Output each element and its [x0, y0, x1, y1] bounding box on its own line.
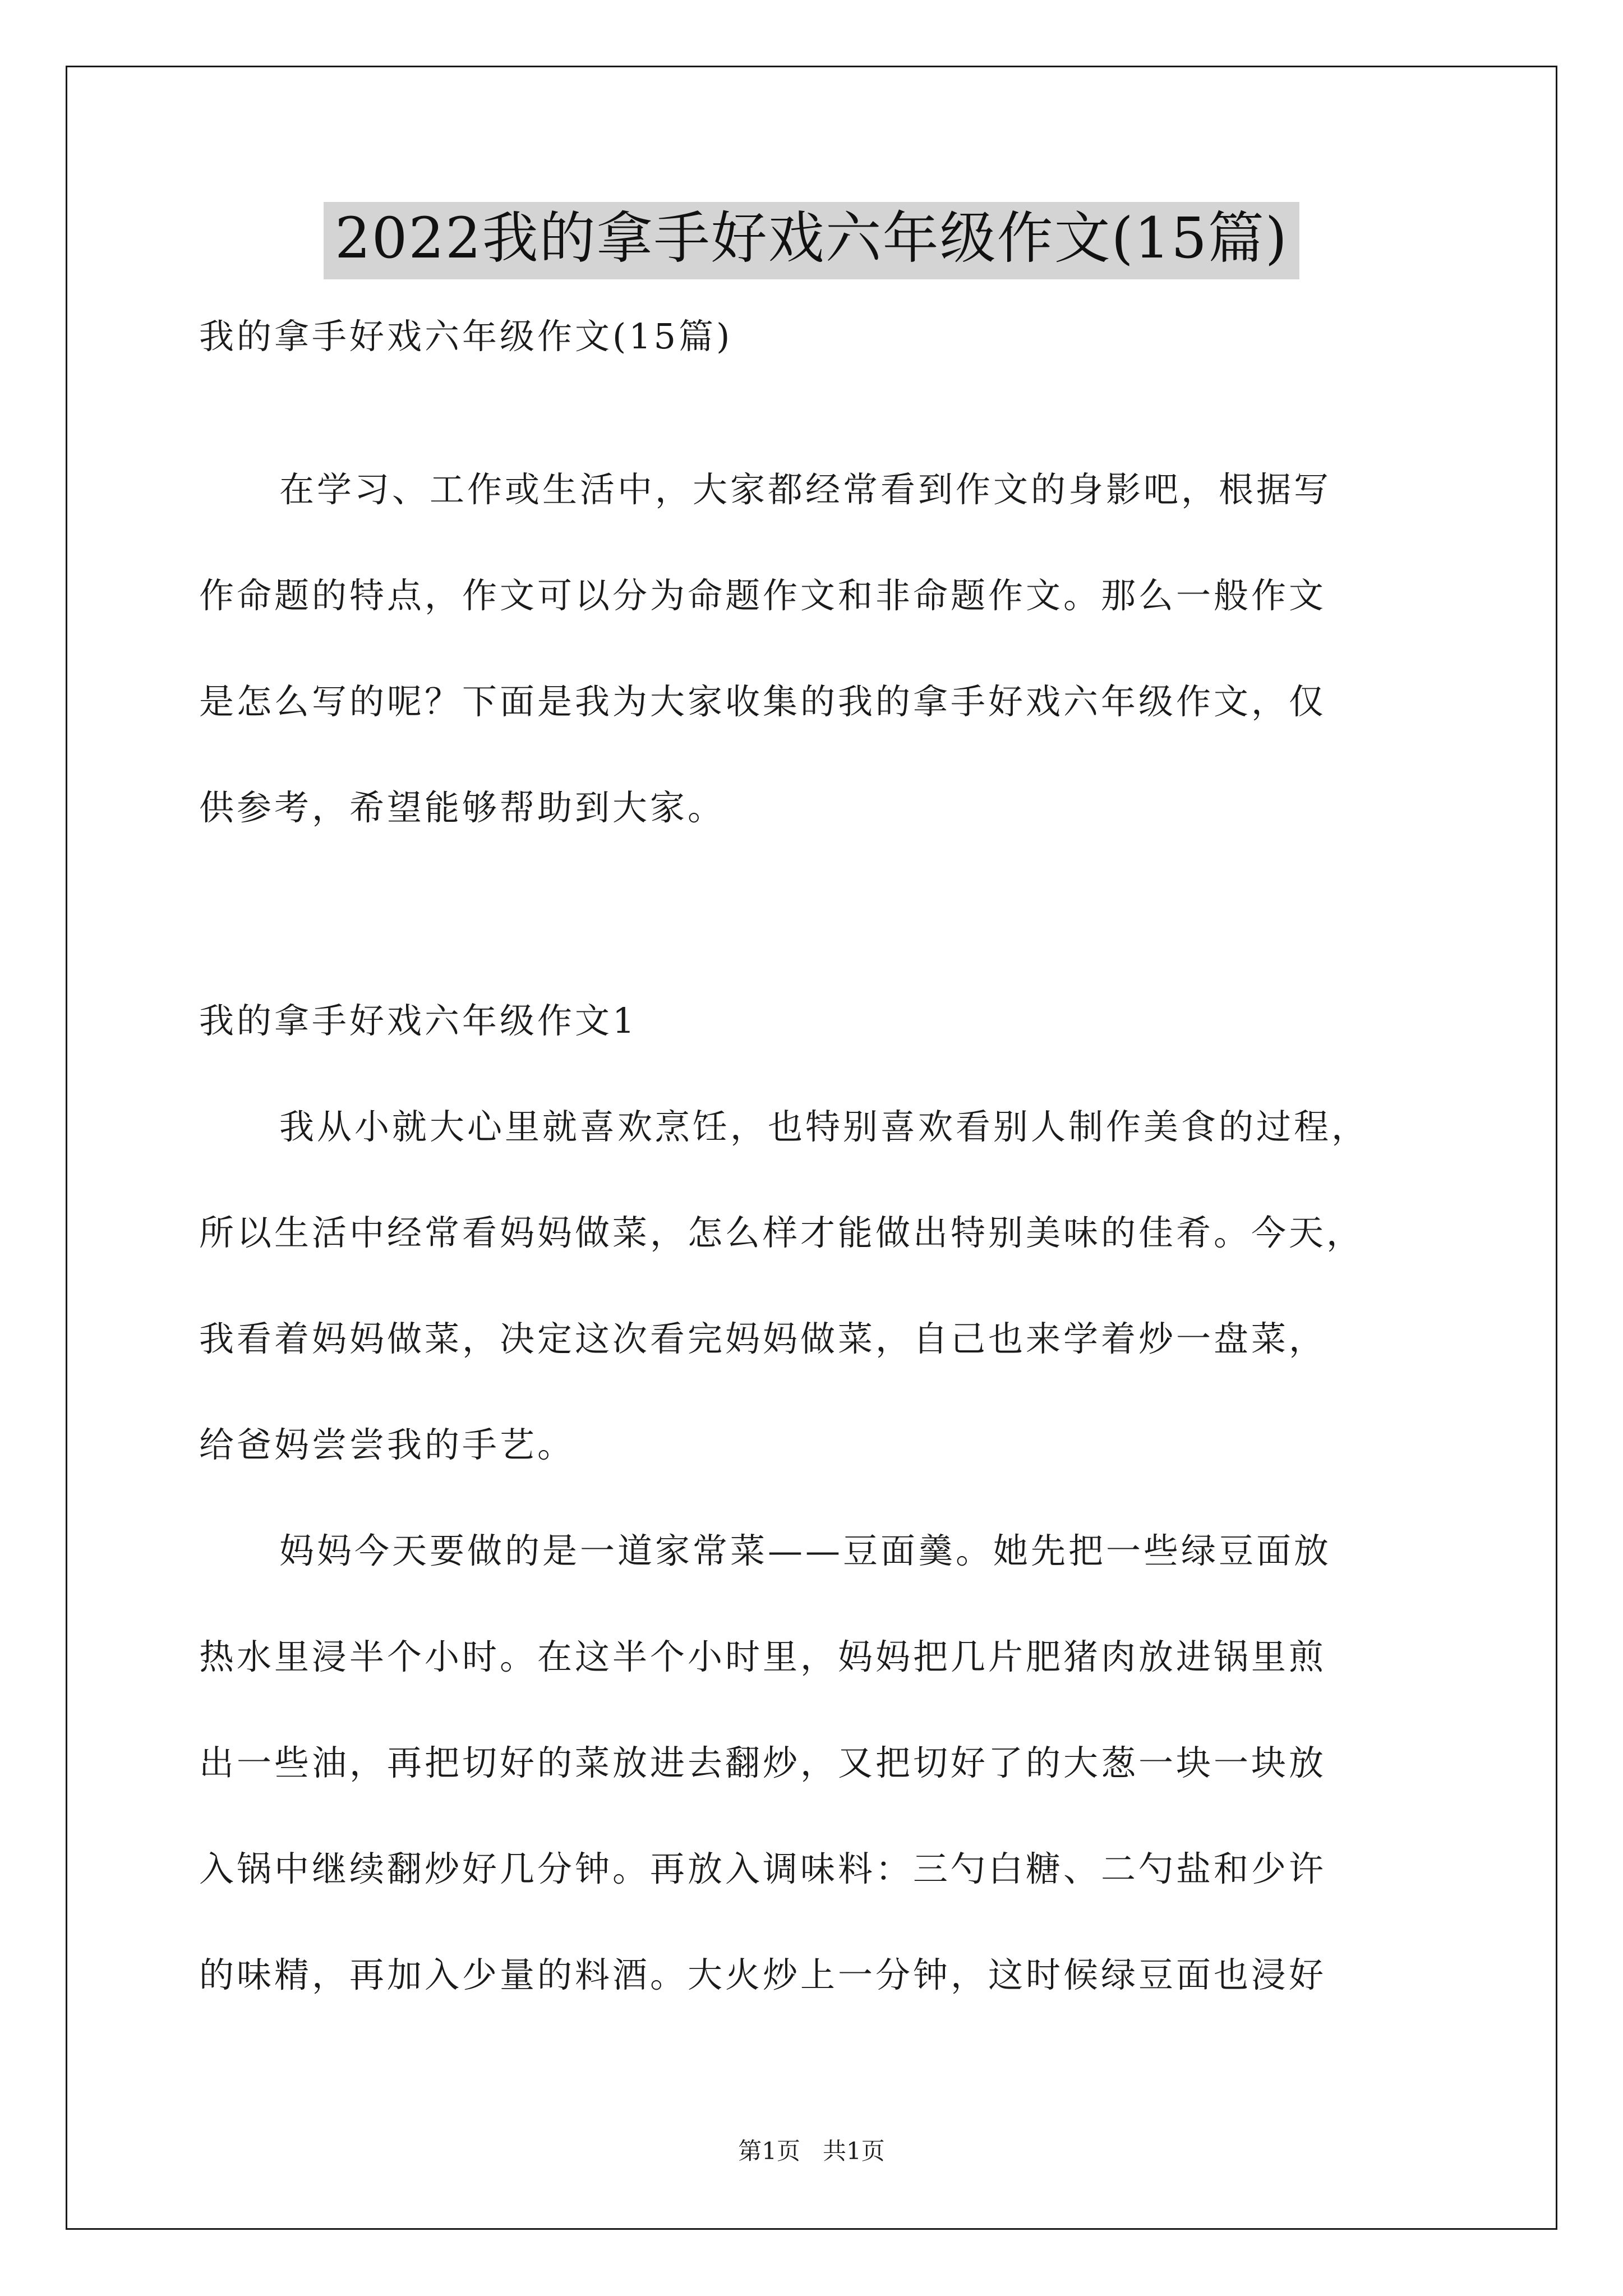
- paragraph-line: 给爸妈尝尝我的手艺。: [199, 1424, 575, 1465]
- section-heading: 我的拿手好戏六年级作文1: [199, 1000, 638, 1041]
- paragraph-line: 入锅中继续翻炒好几分钟。再放入调味料：三勺白糖、二勺盐和少许: [199, 1848, 1327, 1889]
- intro-line: 在学习、工作或生活中，大家都经常看到作文的身影吧，根据写: [279, 469, 1332, 510]
- paragraph-line: 热水里浸半个小时。在这半个小时里，妈妈把几片肥猪肉放进锅里煎: [199, 1636, 1327, 1677]
- page-number-footer: 第1页 共1页: [738, 2137, 885, 2165]
- document-title: 2022我的拿手好戏六年级作文(15篇): [324, 202, 1299, 279]
- page-border: [66, 66, 1557, 2230]
- intro-line: 供参考，希望能够帮助到大家。: [199, 787, 726, 828]
- paragraph-line: 妈妈今天要做的是一道家常菜——豆面羹。她先把一些绿豆面放: [279, 1530, 1332, 1571]
- paragraph-line: 出一些油，再把切好的菜放进去翻炒，又把切好了的大葱一块一块放: [199, 1742, 1327, 1783]
- title-block: [0, 202, 1623, 279]
- document-subtitle: 我的拿手好戏六年级作文(15篇): [199, 316, 733, 357]
- intro-line: 作命题的特点，作文可以分为命题作文和非命题作文。那么一般作文: [199, 575, 1327, 616]
- paragraph-line: 所以生活中经常看妈妈做菜，怎么样才能做出特别美味的佳肴。今天，: [199, 1212, 1364, 1253]
- paragraph-line: 的味精，再加入少量的料酒。大火炒上一分钟，这时候绿豆面也浸好: [199, 1954, 1327, 1995]
- paragraph-line: 我从小就大心里就喜欢烹饪，也特别喜欢看别人制作美食的过程，: [279, 1106, 1370, 1147]
- intro-line: 是怎么写的呢？下面是我为大家收集的我的拿手好戏六年级作文，仅: [199, 681, 1327, 722]
- paragraph-line: 我看着妈妈做菜，决定这次看完妈妈做菜，自己也来学着炒一盘菜，: [199, 1318, 1327, 1359]
